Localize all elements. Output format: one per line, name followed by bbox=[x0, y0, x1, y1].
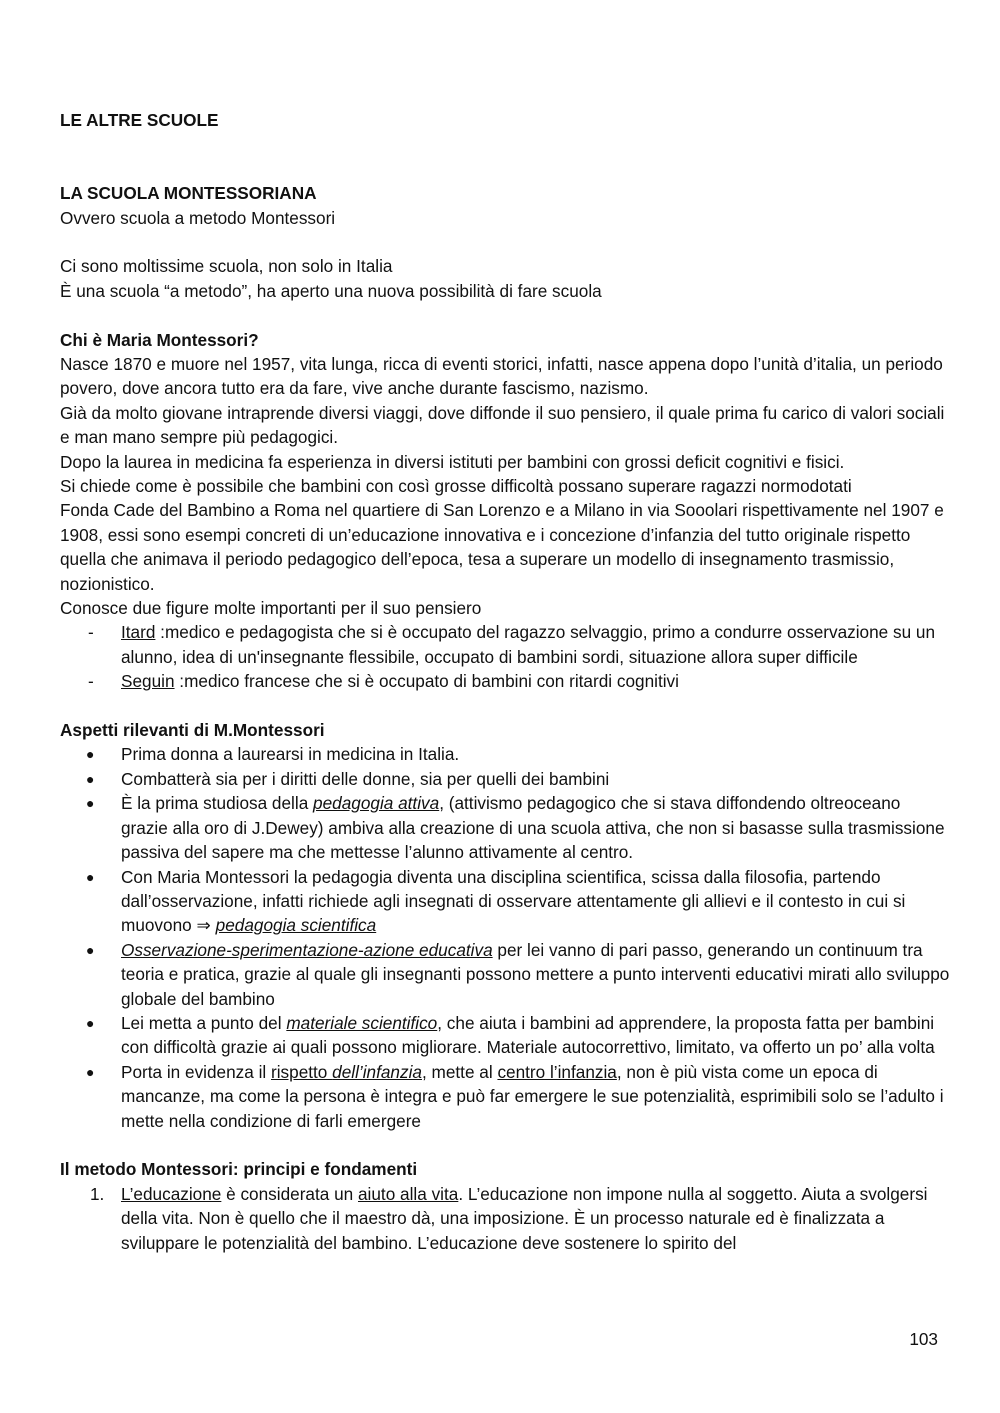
dash-marker: - bbox=[88, 622, 94, 643]
bullet-marker: ● bbox=[86, 868, 95, 885]
paragraph: Ci sono moltissime scuola, non solo in Italia bbox=[60, 256, 393, 277]
item-text: Prima donna a laurearsi in medicina in Italia. bbox=[121, 744, 460, 765]
emphasis-term: dell’infanzia bbox=[332, 1061, 422, 1082]
figure-text: :medico e pedagogista che si è occupato del ragazzo selvaggio, primo a condurre osservazione su un alunno, idea di un'insegnante flessibile, occupato di bambini sordi, situazione allora super difficile bbox=[121, 622, 936, 667]
bio-paragraph: Nasce 1870 e muore nel 1957, vita lunga, ricca di eventi storici, infatti, nasce appena dopo l’unità d’italia, un periodo povero, dove ancora tutto era da fare, vive anche durante fascismo, nazismo. bbox=[60, 354, 943, 399]
emphasis-term: Osservazione-sperimentazione-azione educativa bbox=[121, 939, 493, 960]
list-item bbox=[60, 1011, 950, 1060]
emphasis-term: materiale scientifico bbox=[286, 1012, 438, 1033]
underlined-term: rispetto bbox=[271, 1061, 333, 1082]
figures-list bbox=[60, 620, 950, 693]
item-text: Lei metta a punto del bbox=[121, 1012, 287, 1033]
emphasis-term: pedagogia attiva bbox=[313, 793, 440, 814]
bullet-marker: ● bbox=[86, 746, 95, 763]
item-text: per lei vanno di pari passo, generando un continuum tra teoria e pratica, grazie al quale gli insegnanti possono mettere a punto interventi educativi mirati allo sviluppo globale del bambino bbox=[121, 939, 950, 1009]
figure-text: :medico francese che si è occupato di bambini con ritardi cognitivi bbox=[174, 671, 679, 692]
item-text: Porta in evidenza il bbox=[121, 1061, 271, 1082]
bullet-marker: ● bbox=[86, 941, 95, 958]
list-item bbox=[60, 1060, 950, 1133]
item-text: , mette al bbox=[421, 1061, 498, 1082]
emphasis-term: pedagogia scientifica bbox=[215, 915, 377, 936]
item-text: . L’educazione non impone nulla al soggetto. Aiuta a svolgersi della vita. Non è quello che il maestro dà, una imposizione. È un processo naturale ed è finalizzata a sviluppare le potenzialità del bambino. L’educazione deve sostenere lo spirito del bbox=[121, 1183, 928, 1253]
item-text: È la prima studiosa della bbox=[121, 793, 314, 814]
list-item bbox=[60, 1182, 950, 1255]
bullet-marker: ● bbox=[86, 1063, 95, 1080]
list-item bbox=[60, 742, 950, 766]
principles-list bbox=[60, 1182, 950, 1255]
dash-marker: - bbox=[88, 671, 94, 692]
section-heading-method: Il metodo Montessori: principi e fondamenti bbox=[60, 1159, 418, 1180]
figure-name: Seguin bbox=[121, 671, 175, 692]
page-title: LE ALTRE SCUOLE bbox=[60, 110, 219, 130]
list-item bbox=[60, 938, 950, 1011]
figure-name: Itard bbox=[121, 622, 156, 643]
item-text: è considerata un bbox=[221, 1183, 358, 1204]
item-text: Combatterà sia per i diritti delle donne, sia per quelli dei bambini bbox=[121, 768, 610, 789]
underlined-term: L’educazione bbox=[121, 1183, 222, 1204]
item-text: , (attivismo pedagogico che si stava diffondendo oltreoceano grazie alla oro di J.Dewey) ambiva alla creazione di una scuola attiva, che non si basasse sulla trasmissione passiva del sapere ma che mettesse l’alunno attivamente al centro. bbox=[121, 793, 945, 863]
aspects-list bbox=[60, 742, 950, 1133]
bio-paragraph: Si chiede come è possibile che bambini con così grosse difficoltà possano superare ragazzi normodotati bbox=[60, 476, 852, 497]
item-text: , che aiuta i bambini ad apprendere, la proposta fatta per bambini con difficoltà grazie ai quali possono migliorare. Materiale autocorrettivo, limitato, va offerto un po’ alla volta bbox=[121, 1012, 935, 1058]
list-item bbox=[60, 669, 950, 693]
bio-paragraph: Già da molto giovane intraprende diversi viaggi, dove diffonde il suo pensiero, il quale prima fu carico di valori sociali e man mano sempre più pedagogici. bbox=[60, 402, 945, 448]
section-subtitle: Ovvero scuola a metodo Montessori bbox=[60, 207, 336, 228]
paragraph: È una scuola “a metodo”, ha aperto una nuova possibilità di fare scuola bbox=[60, 280, 602, 301]
document-page bbox=[60, 108, 950, 1255]
list-item bbox=[60, 865, 950, 938]
section-heading-bio: Chi è Maria Montessori? bbox=[60, 329, 259, 350]
item-text: Con Maria Montessori la pedagogia diventa una disciplina scientifica, scissa dalla filosofia, partendo dall’osservazione, infatti richiede agli insegnati di osservare attentamente gli allievi e il contesto in cui si muovono ⇒ bbox=[121, 866, 906, 936]
page-number: 103 bbox=[909, 1329, 938, 1349]
underlined-term: aiuto alla vita bbox=[358, 1183, 459, 1204]
list-item bbox=[60, 767, 950, 791]
bio-paragraph: Conosce due figure molte importanti per il suo pensiero bbox=[60, 598, 482, 619]
section-heading-aspects: Aspetti rilevanti di M.Montessori bbox=[60, 720, 325, 741]
bullet-marker: ● bbox=[86, 795, 95, 812]
number-marker: 1. bbox=[90, 1183, 105, 1204]
bio-paragraph: Fonda Cade del Bambino a Roma nel quartiere di San Lorenzo e a Milano in via Sooolari rispettivamente nel 1907 e 1908, essi sono esempi concreti di un’educazione innovativa e i concezione d’infanzia del tutto originale rispetto quella che animava il periodo pedagogico dell’epoca, tesa a superare un modello di insegnamento trasmissio, nozionistico. bbox=[60, 500, 944, 594]
bullet-marker: ● bbox=[86, 1014, 95, 1031]
bio-paragraph: Dopo la laurea in medicina fa esperienza in diversi istituti per bambini con grossi deficit cognitivi e fisici. bbox=[60, 451, 845, 472]
list-item bbox=[60, 791, 950, 864]
list-item bbox=[60, 620, 950, 669]
section-heading-montessori: LA SCUOLA MONTESSORIANA bbox=[60, 183, 317, 204]
underlined-term: centro l’infanzia bbox=[497, 1061, 617, 1082]
item-text: , non è più vista come un epoca di mancanze, ma come la persona è integra e può far emergere le sue potenzialità, esprimibili solo se l’adulto i mette nella condizione di farli emergere bbox=[121, 1061, 944, 1131]
bullet-marker: ● bbox=[86, 770, 95, 787]
